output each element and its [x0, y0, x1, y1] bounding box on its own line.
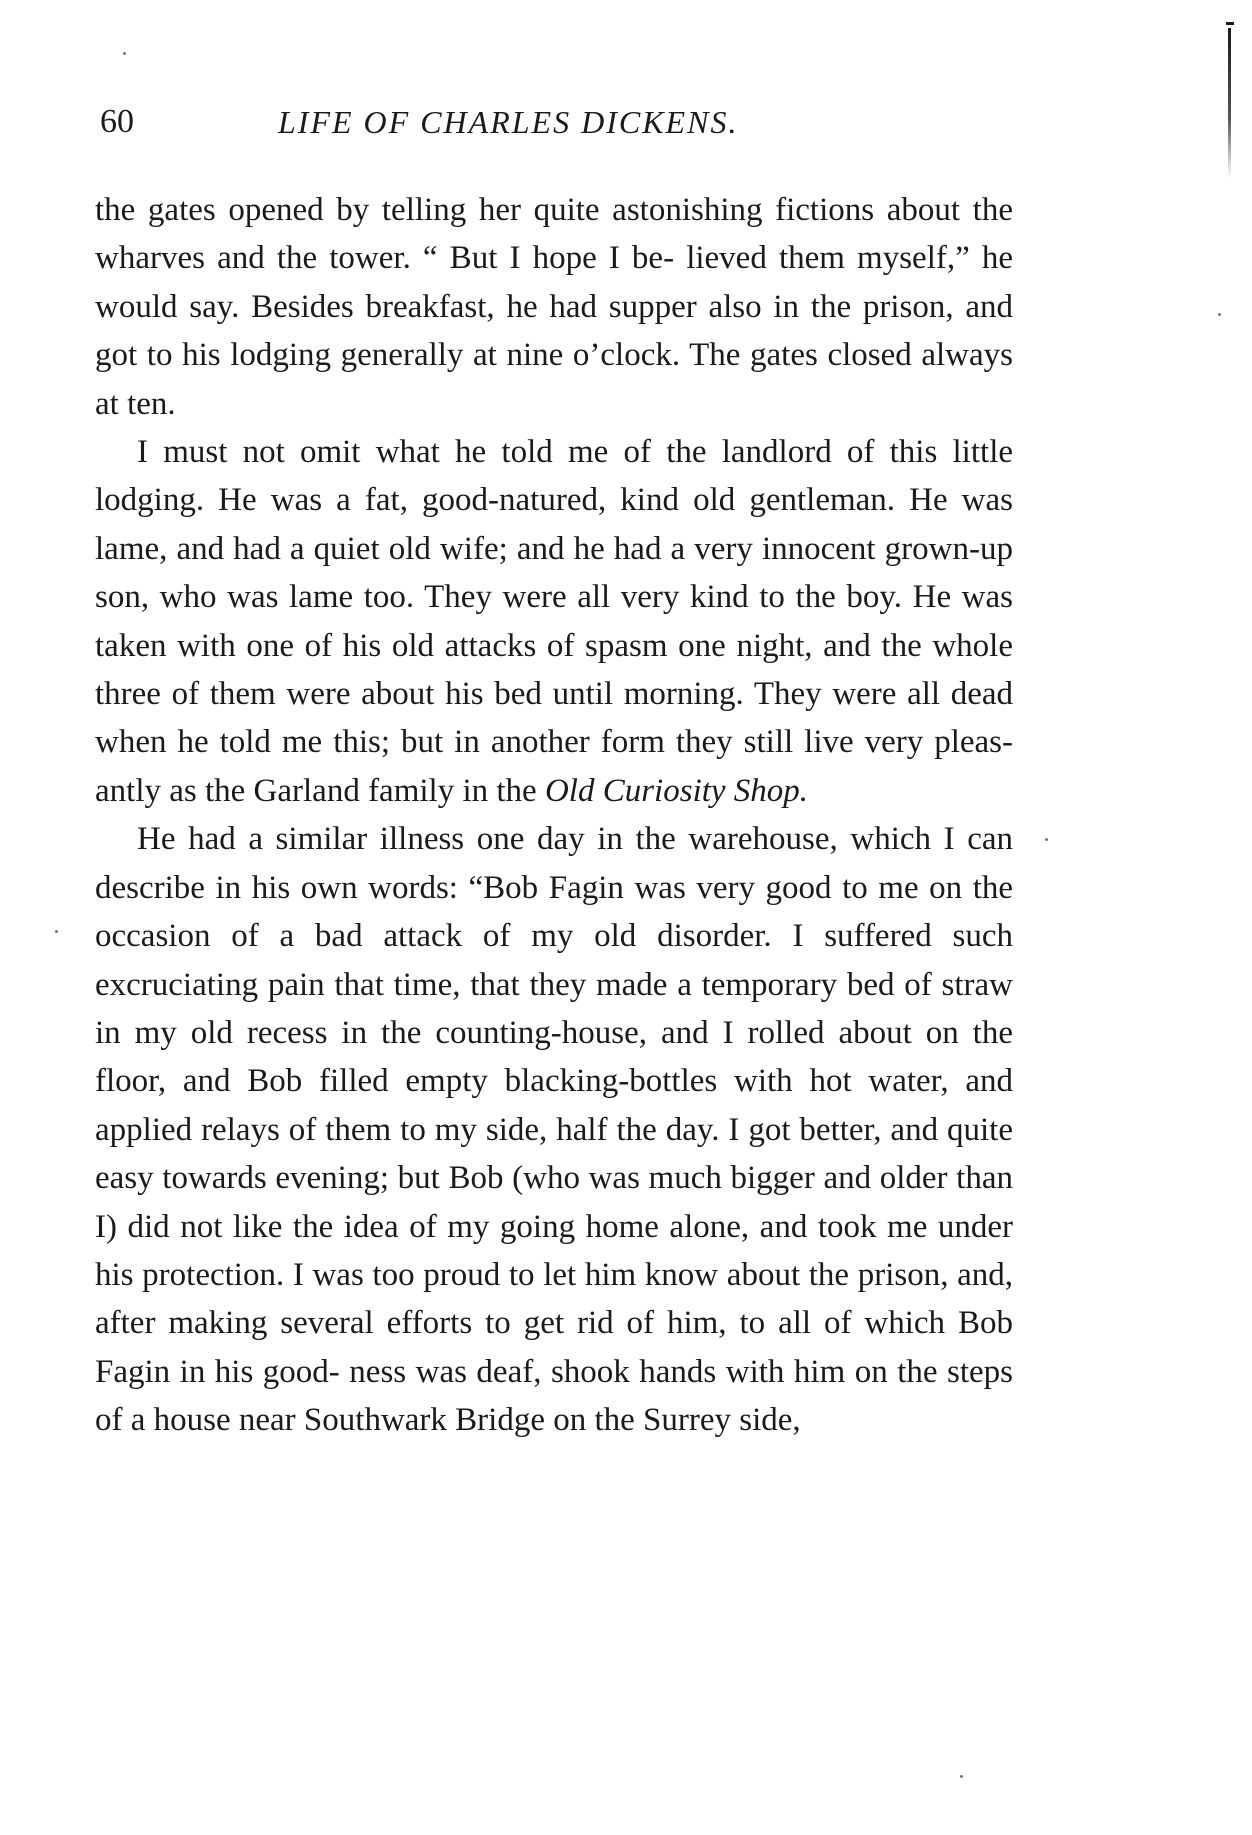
- text-line: about the prison, and, after making several efforts to: [95, 1256, 1014, 1342]
- text-line: I must not omit what he told me of the landlord of: [137, 434, 875, 471]
- text-line: a house near Southwark Bridge on the Surrey side,: [130, 1402, 801, 1439]
- text-line: old gentleman. He was lame, and had a quiet old: [95, 482, 1014, 567]
- text-line: hot water, and applied relays of them to my side, half: [95, 1063, 1013, 1148]
- paper-speck: [1045, 838, 1048, 841]
- text-line: of my old disorder. I suffered such excruciating pain: [95, 918, 1013, 1003]
- body-text: [95, 186, 1013, 1445]
- text-line: until morning. They were all dead when he told me: [95, 676, 1014, 761]
- text-line: he had supper also in the prison, and got to his lodging: [95, 288, 1013, 374]
- text-line: was very good to me on the occasion of a bad attack: [95, 869, 1014, 955]
- text-line: which I can describe in his own words: “Bob Fagin: [95, 821, 1013, 906]
- text-line: this; but in another form they still live very pleas-: [333, 724, 1014, 761]
- text-line: was lame too. They were all very kind to the boy.: [227, 579, 903, 616]
- paper-speck: [1218, 313, 1221, 316]
- text-line: get rid of him, to all of which Bob Fagin in his good-: [95, 1305, 1013, 1390]
- text-line: night, and the whole three of them were about his bed: [95, 627, 1014, 713]
- paragraph-2: [95, 428, 1013, 815]
- text-line: ness was deaf, shook hands with him on the steps of: [95, 1353, 1014, 1439]
- text-line: the day. I got better, and quite easy towards evening;: [95, 1111, 1013, 1197]
- paragraph-3: [95, 815, 1013, 1444]
- paper-speck: [55, 930, 58, 933]
- running-head: [0, 98, 1252, 146]
- text-line: this little lodging. He was a fat, good-natured, kind: [95, 434, 1014, 519]
- text-line: ten.: [127, 385, 176, 422]
- text-line: but Bob (who was much bigger and older than I) did: [95, 1160, 1013, 1245]
- text-line: not like the idea of my going home alone, and took me: [180, 1208, 928, 1245]
- text-line: on the floor, and Bob filled empty blacking-bottles with: [95, 1014, 1013, 1100]
- paper-speck: [960, 1775, 963, 1778]
- paragraph-1: [95, 186, 1013, 428]
- text-line: antly as the Garland family in the: [95, 772, 537, 809]
- text-line: He had a similar illness one day in the warehouse,: [137, 821, 838, 858]
- page-number: 60: [100, 103, 134, 140]
- text-line: that time, that they made a temporary bed of straw in: [95, 966, 1013, 1051]
- text-line: lieved them myself,” he would say. Besides breakfast,: [95, 240, 1014, 325]
- text-line: the gates opened by telling her quite astonishing fictions: [95, 192, 875, 228]
- text-line: my old recess in the counting-house, and I rolled about: [134, 1014, 912, 1051]
- text-line: about the wharves and the tower. “ But I hope I be-: [95, 192, 1013, 277]
- text-line: He was taken with one of his old attacks of spasm one: [95, 579, 1014, 664]
- paper-speck: [123, 52, 126, 55]
- running-title: LIFE OF CHARLES DICKENS.: [278, 104, 739, 140]
- text-line: under his protection. I was too proud to let him know: [95, 1208, 1014, 1293]
- book-title-italic: Old Curiosity Shop.: [544, 772, 809, 809]
- text-line: generally at nine o’clock. The gates closed always at: [95, 337, 1014, 422]
- text-line: wife; and he had a very innocent grown-up son, who: [95, 530, 1013, 616]
